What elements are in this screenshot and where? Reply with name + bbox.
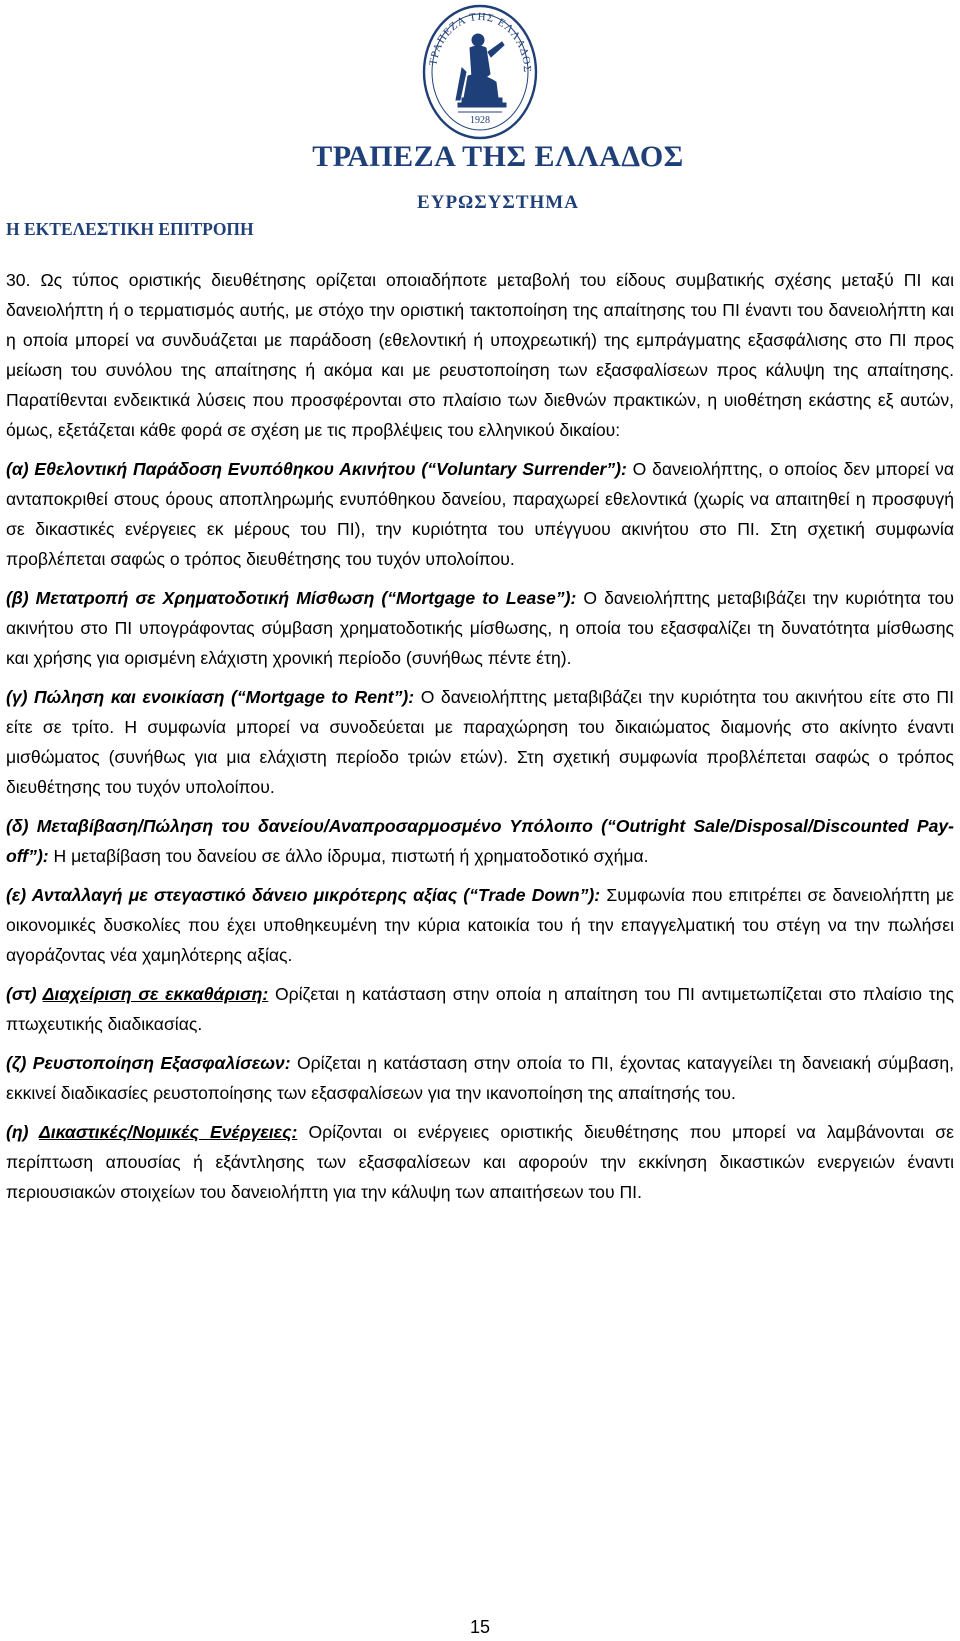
item-a-heading: (α) Εθελοντική Παράδοση Ενυπόθηκου Ακινήτου (“Voluntary Surrender”): — [6, 459, 627, 479]
item-z — [6, 1048, 954, 1108]
item-st — [6, 979, 954, 1039]
page-number: 15 — [469, 1617, 491, 1637]
item-z-text: Ορίζεται η κατάσταση στην οποία το ΠΙ, έχοντας καταγγείλει τη δανειακή σύμβαση, εκκινεί διαδικασίες ρευστοποίησης των εξασφαλίσεων για την ικανοποίηση της απαίτησής του. — [6, 1053, 954, 1103]
executive-committee-label: Η ΕΚΤΕΛΕΣΤΙΚΗ ΕΠΙΤΡΟΠΗ — [6, 219, 254, 239]
item-b-heading: (β) Μετατροπή σε Χρηματοδοτική Μίσθωση (“Mortgage to Lease”): — [6, 588, 577, 608]
document-body — [6, 265, 954, 1216]
item-st-heading-prefix: (στ) — [6, 984, 43, 1004]
item-z-heading: (ζ) Ρευστοποίηση Εξασφαλίσεων: — [6, 1053, 291, 1073]
item-e — [6, 880, 954, 970]
item-d-heading: (δ) Μεταβίβαση/Πώληση του δανείου/Αναπροσαρμοσμένο Υπόλοιπο (“Outright Sale/Disposal/Discounted Pay-off”): — [6, 816, 954, 866]
item-a-text: Ο δανειολήπτης, ο οποίος δεν μπορεί να ανταποκριθεί στους όρους αποπληρωμής ενυπόθηκου δανείου, παραχωρεί εθελοντικά (χωρίς να απαιτηθεί η προσφυγή σε δικαστικές ενέργειες εκ μέρους του ΠΙ), την κυριότητα του υπέγγυου ακινήτου στο ΠΙ. Στη σχετική συμφωνία προβλέπεται σαφώς ο τρόπος διευθέτησης του τυχόν υπολοίπου. — [6, 459, 954, 569]
item-d-text: Η μεταβίβαση του δανείου σε άλλο ίδρυμα, πιστωτή ή χρηματοδοτικό σχήμα. — [48, 846, 649, 866]
item-c-heading: (γ) Πώληση και ενοικίαση (“Mortgage to Rent”): — [6, 687, 415, 707]
item-e-text: Συμφωνία που επιτρέπει σε δανειολήπτη με οικονομικές δυσκολίες που έχει υποθηκευμένη την κύρια κατοικία του ή την επαγγελματική του στέγη να την πωλήσει αγοράζοντας νέα χαμηλότερης αξίας. — [6, 885, 954, 965]
paragraph-30-text: 30. Ως τύπος οριστικής διευθέτησης ορίζεται οποιαδήποτε μεταβολή του είδους συμβατικής σχέσης μεταξύ ΠΙ και δανειολήπτη ή ο τερματισμός αυτής, με στόχο την οριστική τακτοποίηση της απαίτησης του ΠΙ έναντι του δανειολήπτη και η οποία μπορεί να συνδυάζεται με παράδοση (εθελοντική ή υποχρεωτική) της εμπράγματης εξασφάλισης στο ΠΙ προς μείωση του συνόλου της απαίτησης ή ακόμα και με ρευστοποίηση των εξασφαλίσεων προς κάλυψη της απαίτησης. Παρατίθενται ενδεικτικά λύσεις που προσφέρονται στο πλαίσιο των διεθνών πρακτικών, η υιοθέτηση εκάστης εξ αυτών, όμως, εξετάζεται κάθε φορά σε σχέση με τις προβλέψεις του ελληνικού δικαίου: — [6, 270, 954, 440]
item-h-heading-prefix: (η) — [6, 1122, 39, 1142]
item-st-text: Ορίζεται η κατάσταση στην οποία η απαίτηση του ΠΙ αντιμετωπίζεται στο πλαίσιο της πτωχευτικής διαδικασίας. — [6, 984, 954, 1034]
item-h-heading: Δικαστικές/Νομικές Ενέργειες: — [38, 1122, 298, 1142]
paragraph-30 — [6, 265, 954, 445]
item-a — [6, 454, 954, 574]
bank-seal-logo — [418, 2, 542, 150]
item-st-heading: Διαχείριση σε εκκαθάριση: — [42, 984, 269, 1004]
item-e-heading: (ε) Ανταλλαγή με στεγαστικό δάνειο μικρότερης αξίας (“Trade Down”): — [6, 885, 601, 905]
seal-year: 1928 — [470, 115, 490, 126]
bank-name: ΤΡΑΠΕΖΑ ΤΗΣ ΕΛΛΑΔΟΣ — [312, 140, 684, 173]
item-b — [6, 583, 954, 673]
item-c — [6, 682, 954, 802]
item-b-text: Ο δανειολήπτης μεταβιβάζει την κυριότητα του ακινήτου στο ΠΙ υπογράφοντας σύμβαση χρηματοδοτικής μίσθωσης, η οποία του εξασφαλίζει τη δυνατότητα μίσθωσης και χρήσης για ορισμένη ελάχιστη χρονική περίοδο (συνήθως πέντε έτη). — [6, 588, 954, 668]
item-h-text: Ορίζονται οι ενέργειες οριστικής διευθέτησης που μπορεί να λαμβάνονται σε περίπτωση απουσίας ή εξάντλησης των εξασφαλίσεων και αφορούν την εκκίνηση δικαστικών ενεργειών έναντι περιουσιακών στοιχείων του δανειολήπτη για την κάλυψη των απαιτήσεων του ΠΙ. — [6, 1122, 954, 1202]
item-h — [6, 1117, 954, 1207]
seal-inscription: ΤΡΑΠΕΖΑ ΤΗΣ ΕΛΛΑΔΟΣ — [427, 10, 534, 74]
item-c-text: Ο δανειολήπτης μεταβιβάζει την κυριότητα του ακινήτου είτε στο ΠΙ είτε σε τρίτο. Η συμφωνία μπορεί να συνοδεύεται με παραχώρηση του δικαιώματος διαμονής στο ακίνητο έναντι μισθώματος (συνήθως για μια ελάχιστη περίοδο τριών ετών). Στη σχετική συμφωνία προβλέπεται σαφώς ο τρόπος διευθέτησης του τυχόν υπολοίπου. — [6, 687, 954, 797]
eurosystem-label: ΕΥΡΩΣΥΣΤΗΜΑ — [417, 192, 579, 213]
item-d — [6, 811, 954, 871]
